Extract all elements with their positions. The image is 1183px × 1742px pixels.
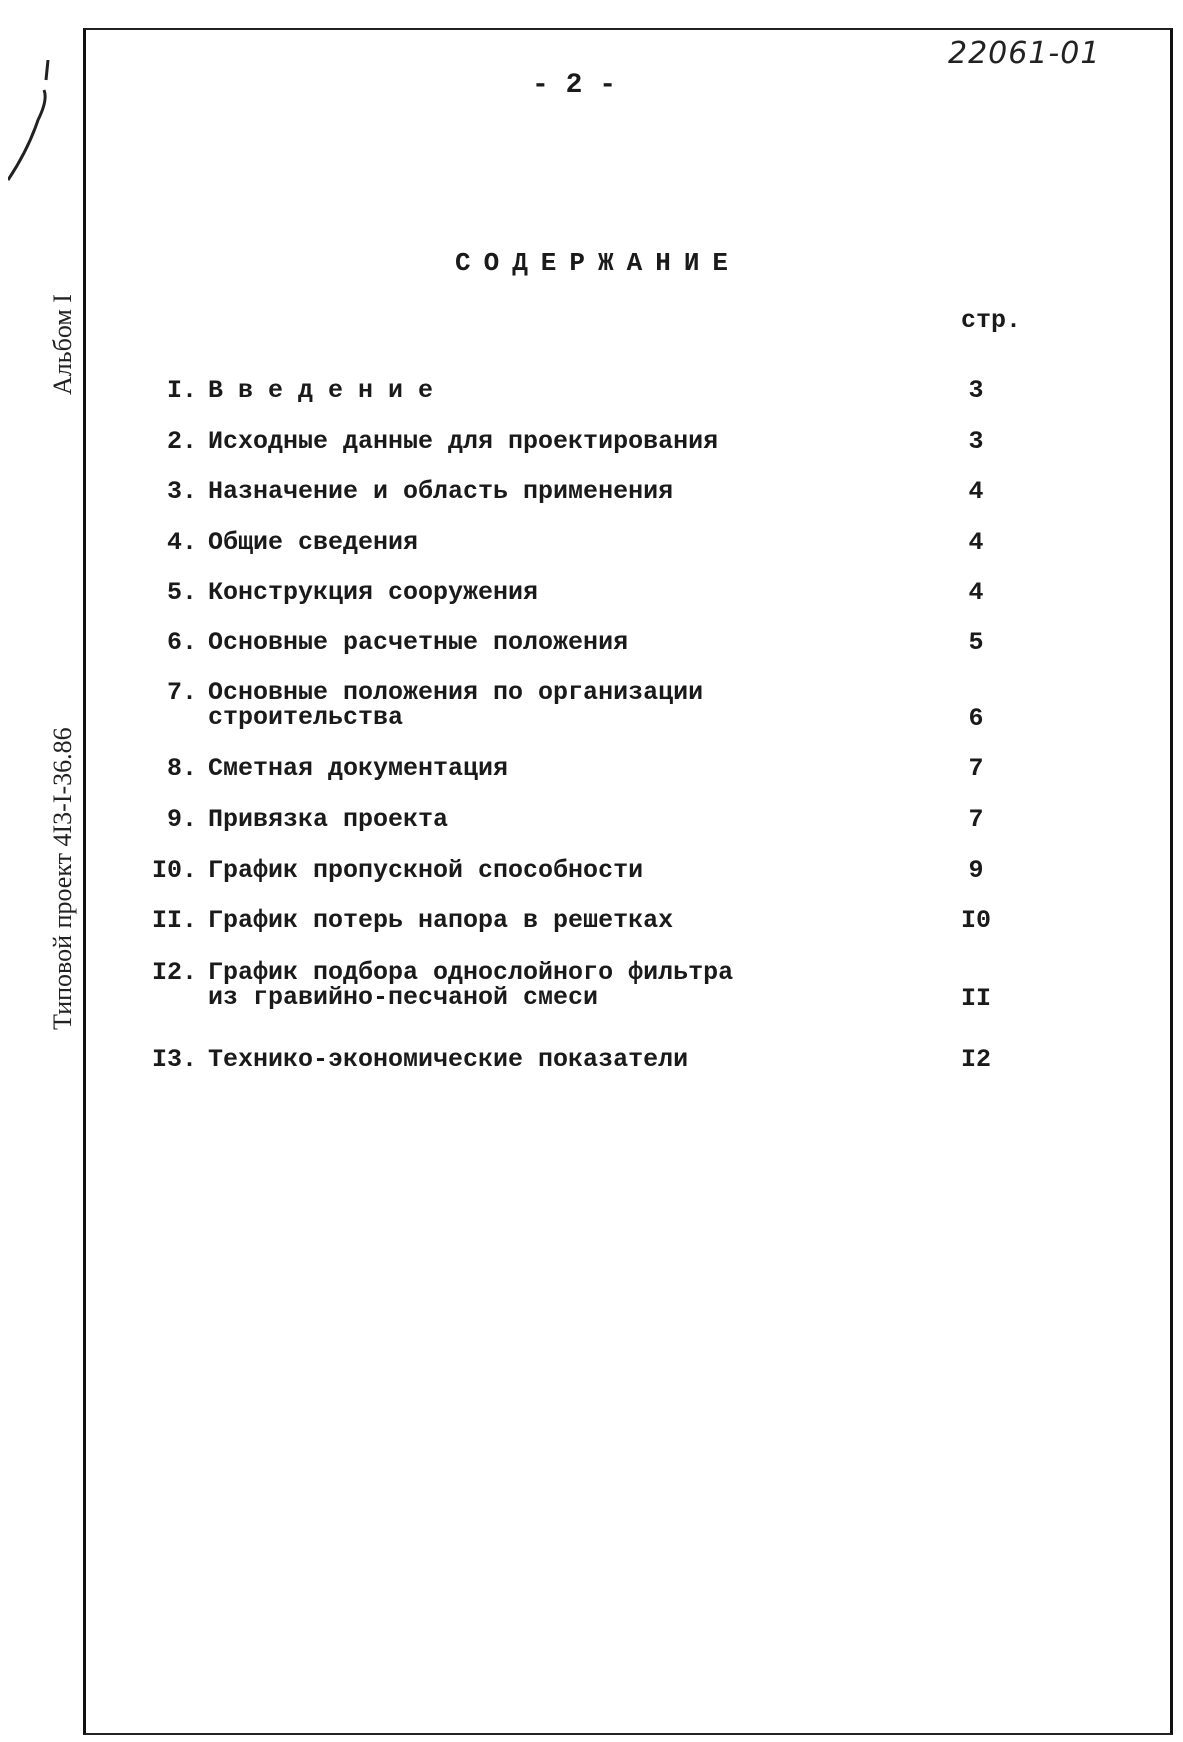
- side-album-label: Альбом I: [48, 294, 77, 395]
- entry-title: Привязка проекта: [208, 805, 449, 834]
- entry-number: I3.: [151, 1045, 197, 1074]
- document-number: 22061-01: [948, 36, 1101, 71]
- entry-title: В в е д е н и е: [208, 376, 434, 405]
- entry-title: Основные положения по организации строительства: [208, 678, 704, 732]
- entry-title: Сметная документация: [208, 754, 509, 783]
- entry-number: II.: [151, 906, 197, 935]
- entry-number: 5.: [166, 578, 197, 607]
- entry-page: II: [960, 984, 991, 1013]
- entry-page: 7: [968, 754, 984, 783]
- entry-page: 7: [968, 805, 984, 834]
- entry-number: 7.: [166, 678, 197, 707]
- entry-page: I2: [960, 1045, 991, 1074]
- entry-page: 4: [968, 477, 984, 506]
- entry-title: График подбора однослойного фильтра из гравийно-песчаной смеси: [208, 958, 734, 1012]
- entry-page: 4: [968, 578, 984, 607]
- entry-number: 6.: [166, 628, 197, 657]
- entry-number: 8.: [166, 754, 197, 783]
- entry-page: 6: [968, 704, 984, 733]
- entry-title: Исходные данные для проектирования: [208, 427, 719, 456]
- entry-title: График потерь напора в решетках: [208, 906, 674, 935]
- entry-number: I.: [166, 376, 197, 405]
- entry-title: Основные расчетные положения: [208, 628, 629, 657]
- side-project-label: Типовой проект 4I3-I-36.86: [48, 727, 77, 1030]
- page-title: СОДЕРЖАНИЕ: [455, 248, 742, 278]
- entry-page: 5: [968, 628, 984, 657]
- entry-page: 9: [968, 856, 984, 885]
- entry-title: Технико-экономические показатели: [208, 1045, 689, 1074]
- entry-title: График пропускной способности: [208, 856, 644, 885]
- entry-title: Общие сведения: [208, 528, 419, 557]
- page-number: - 2 -: [532, 70, 617, 101]
- page-column-label: стр.: [961, 306, 1022, 335]
- entry-title: Назначение и область применения: [208, 477, 674, 506]
- entry-number: I2.: [151, 958, 197, 987]
- entry-page: 4: [968, 528, 984, 557]
- entry-page: 3: [968, 376, 984, 405]
- binding-mark-icon: [8, 60, 88, 200]
- entry-title: Конструкция сооружения: [208, 578, 539, 607]
- entry-number: I0.: [151, 856, 197, 885]
- entry-number: 3.: [166, 477, 197, 506]
- entry-page: 3: [968, 427, 984, 456]
- entry-number: 2.: [166, 427, 197, 456]
- entry-page: I0: [960, 906, 991, 935]
- entry-number: 4.: [166, 528, 197, 557]
- entry-number: 9.: [166, 805, 197, 834]
